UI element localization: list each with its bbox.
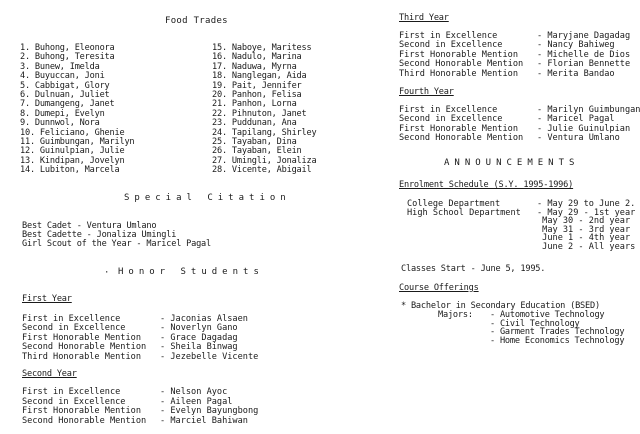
- honor-row: [399, 125, 630, 134]
- honor-row: [399, 134, 620, 143]
- citation-line: Girl Scout of the Year - Maricel Pagal: [22, 239, 212, 249]
- awardee-name: - Marciel Bahiwan: [160, 415, 248, 426]
- honor-row: [399, 32, 630, 41]
- awardee-name: - Jezebelle Vicente: [160, 351, 259, 362]
- student-entry: 13. Kindipan, Jovelyn: [20, 155, 125, 166]
- bullet-dot: ·: [104, 268, 110, 278]
- award-label: Second Honorable Mention: [399, 59, 524, 70]
- announcements-title: ANNOUNCEMENTS: [444, 158, 580, 168]
- student-entry: 27. Umingli, Jonaliza: [212, 155, 317, 166]
- awardee-name: - Jaconias Alsaen: [160, 314, 248, 324]
- honor-row: [22, 417, 248, 426]
- award-label: First Honorable Mention: [399, 123, 518, 134]
- honor-row: [22, 315, 248, 324]
- classes-start: Classes Start - June 5, 1995.: [401, 264, 546, 274]
- award-label: Third Honorable Mention: [22, 351, 141, 362]
- student-entry: 18. Nanglegan, Aida: [212, 71, 307, 82]
- award-label: First Honorable Mention: [399, 49, 518, 60]
- awardee-name: - Aileen Pagal: [160, 396, 233, 407]
- student-entry: 26. Tayaban, Elein: [212, 146, 302, 157]
- first-year-heading: First Year: [22, 294, 72, 304]
- award-label: First in Excellence: [399, 105, 498, 115]
- award-label: First Honorable Mention: [22, 406, 141, 417]
- student-entry: 9. Dunnwol, Nora: [20, 118, 100, 129]
- majors-label: Majors:: [438, 310, 473, 320]
- honor-students-title: Honor Students: [118, 267, 264, 277]
- awardee-name: - Marilyn Guimbungan: [537, 105, 640, 115]
- student-entry: 6. Dulnuan, Juliet: [20, 90, 110, 100]
- awardee-name: - Nancy Bahiweg: [537, 40, 615, 51]
- honor-row: [399, 115, 615, 124]
- student-entry: 16. Nadulo, Marina: [212, 52, 302, 63]
- award-label: Second in Excellence: [22, 323, 126, 334]
- awardee-name: - Merita Bandao: [537, 68, 615, 79]
- award-label: Third Honorable Mention: [399, 68, 518, 79]
- student-entry: 20. Panhon, Felisa: [212, 90, 302, 100]
- award-label: Second in Excellence: [399, 114, 503, 125]
- student-entry: 19. Pait, Jennifer: [212, 80, 302, 91]
- student-entry: 14. Lubiton, Marcela: [20, 165, 120, 176]
- award-label: First in Excellence: [22, 387, 121, 397]
- student-entry: 24. Tapilang, Shirley: [212, 127, 317, 138]
- student-entry: 3. Bunew, Imelda: [20, 61, 100, 72]
- major-item: - Home Economics Technology: [490, 335, 625, 346]
- honor-row: [22, 324, 238, 333]
- schedule-date: - May 29 to June 2.: [537, 199, 636, 209]
- schedule-date: June 1 - 4th year: [537, 233, 631, 244]
- student-entry: 5. Cabbigat, Glory: [20, 80, 110, 91]
- award-label: Second in Excellence: [399, 40, 503, 51]
- student-entry: 21. Panhon, Lorna: [212, 99, 297, 110]
- honor-row: [399, 60, 630, 69]
- student-entry: 7. Dumangeng, Janet: [20, 99, 115, 110]
- honor-row: [399, 51, 630, 60]
- awardee-name: - Evelyn Bayungbong: [160, 406, 259, 417]
- honor-row: [22, 353, 258, 362]
- second-year-heading: Second Year: [22, 369, 77, 379]
- department-label: College Department: [407, 199, 501, 209]
- honor-row: [22, 334, 238, 343]
- awardee-name: - Ventura Umlano: [537, 133, 620, 144]
- student-entry: 10. Feliciano, Ghenie: [20, 127, 125, 138]
- award-label: First Honorable Mention: [22, 332, 141, 343]
- schedule-date: - May 29 - 1st year: [537, 207, 636, 218]
- student-entry: 1. Buhong, Eleonora: [20, 43, 115, 53]
- student-entry: 4. Buyuccan, Joni: [20, 71, 105, 82]
- honor-row: [399, 70, 615, 79]
- awardee-name: - Florian Bennette: [537, 59, 631, 70]
- schedule-date: May 30 - 2nd year: [537, 216, 631, 227]
- special-citation-title: Special Citation: [124, 193, 291, 203]
- awardee-name: - Noverlyn Gano: [160, 323, 238, 334]
- awardee-name: - Maricel Pagal: [537, 114, 615, 125]
- third-year-heading: Third Year: [399, 13, 449, 23]
- schedule-row: [407, 243, 635, 252]
- student-entry: 25. Tayaban, Dina: [212, 137, 297, 147]
- honor-row: [22, 343, 238, 352]
- student-entry: 12. Guinulpian, Julie: [20, 146, 125, 157]
- student-entry: 2. Buhong, Teresita: [20, 52, 115, 63]
- awardee-name: - Maryjane Dagadag: [537, 31, 631, 41]
- student-entry: 11. Guimbungan, Marilyn: [20, 137, 135, 147]
- award-label: Second in Excellence: [22, 396, 126, 407]
- food-trades-title: Food Trades: [165, 16, 228, 26]
- schedule-date: May 31 - 3rd year: [537, 224, 631, 235]
- award-label: Second Honorable Mention: [22, 415, 147, 426]
- honor-row: [399, 106, 640, 115]
- student-entry: 23. Puddunan, Ana: [212, 118, 297, 129]
- student-entry: 28. Vicente, Abigail: [212, 165, 312, 176]
- award-label: First in Excellence: [399, 31, 498, 41]
- award-label: Second Honorable Mention: [399, 133, 524, 144]
- award-label: First in Excellence: [22, 314, 121, 324]
- awardee-name: - Julie Guinulpian: [537, 123, 631, 134]
- student-entry: 22. Pihnuton, Janet: [212, 108, 307, 119]
- department-label: High School Department: [407, 207, 521, 218]
- honor-row: [22, 407, 258, 416]
- course-offerings-heading: Course Offerings: [399, 283, 479, 293]
- honor-row: [22, 388, 227, 397]
- major-item: - Civil Technology: [490, 318, 580, 329]
- honor-row: [22, 398, 232, 407]
- fourth-year-heading: Fourth Year: [399, 87, 454, 97]
- enrolment-heading: Enrolment Schedule (S.Y. 1995-1996): [399, 180, 574, 190]
- honor-row: [399, 41, 615, 50]
- citation-line: Best Cadet - Ventura Umlano: [22, 221, 157, 231]
- major-item: - Automotive Technology: [490, 310, 605, 320]
- awardee-name: - Nelson Ayoc: [160, 387, 228, 397]
- awardee-name: - Michelle de Dios: [537, 49, 631, 60]
- course-main: * Bachelor in Secondary Education (BSED): [401, 301, 600, 311]
- schedule-date: June 2 - All years: [537, 242, 636, 252]
- awardee-name: - Grace Dagadag: [160, 332, 238, 343]
- award-label: Second Honorable Mention: [22, 342, 147, 353]
- student-entry: 17. Naduwa, Myrna: [212, 61, 297, 72]
- citation-line: Best Cadette - Jonaliza Umingli: [22, 230, 177, 240]
- student-entry: 15. Naboye, Maritess: [212, 43, 312, 53]
- major-item: - Garment Trades Technology: [490, 327, 625, 338]
- awardee-name: - Sheila Binwag: [160, 342, 238, 353]
- student-entry: 8. Dumepi, Evelyn: [20, 108, 105, 119]
